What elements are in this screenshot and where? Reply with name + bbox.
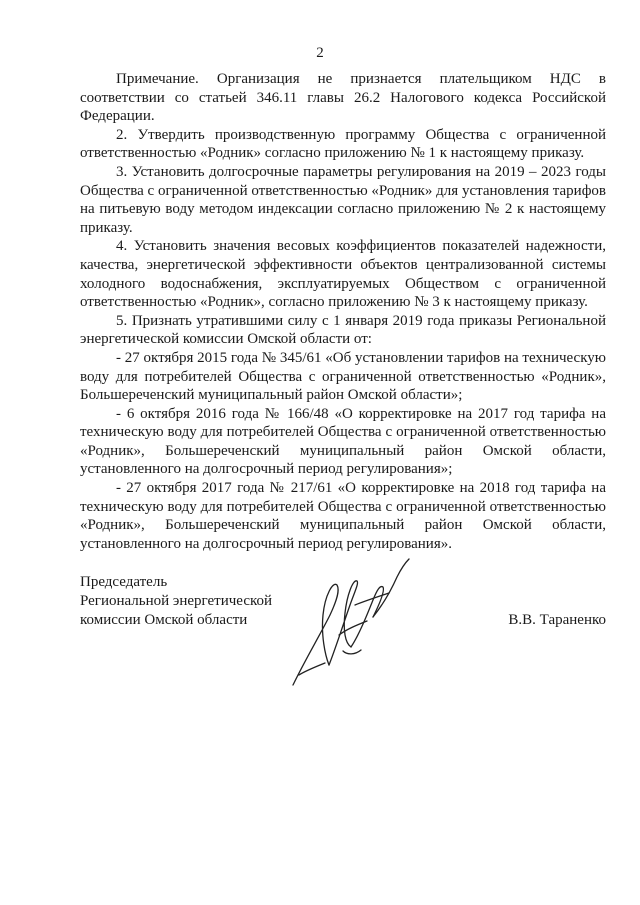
- list-item-order-166-48: - 6 октября 2016 года № 166/48 «О корректировке на 2017 год тарифа на техническую воду для потребителей Общества с ограниченной ответственностью «Родник», Большереченский муниципальный район Омской области, установленного на долгосрочный период регулирования»;: [80, 405, 606, 478]
- signer-title: [80, 573, 272, 630]
- signer-title-line-3: комиссии Омской области: [80, 612, 248, 628]
- paragraph-5: 5. Признать утратившими силу с 1 января 2019 года приказы Региональной энергетической комиссии Омской области от:: [80, 312, 606, 348]
- page-number: 2: [316, 45, 324, 61]
- note-paragraph: Примечание. Организация не признается плательщиком НДС в соответствии со статьей 346.11 главы 26.2 Налогового кодекса Российской Федерации.: [80, 71, 606, 125]
- signer-title-line-1: Председатель: [80, 574, 168, 590]
- signer-name: В.В. Тараненко: [508, 612, 606, 628]
- list-item-order-345-61: - 27 октября 2015 года № 345/61 «Об установлении тарифов на техническую воду для потребителей Общества с ограниченной ответственностью «Родник», Большереченский муниципальный район Омской области»;: [80, 349, 606, 404]
- handwritten-signature-icon: [285, 555, 415, 695]
- document-body: [80, 70, 606, 553]
- paragraph-4: 4. Установить значения весовых коэффициентов показателей надежности, качества, энергетической эффективности объектов централизованной системы холодного водоснабжения, эксплуатируемых Обществом с ограниченной ответственностью «Родник», согласно приложению № 3 к настоящему приказу.: [80, 238, 606, 311]
- list-item-order-217-61: - 27 октября 2017 года № 217/61 «О корректировке на 2018 год тарифа на техническую воду для потребителей Общества с ограниченной ответственностью «Родник», Большереченский муниципальный район Омской области, установленного на долгосрочный период регулирования».: [80, 480, 606, 552]
- paragraph-2: 2. Утвердить производственную программу Общества с ограниченной ответственностью «Родник» согласно приложению № 1 к настоящему приказу.: [80, 126, 606, 162]
- paragraph-3: 3. Установить долгосрочные параметры регулирования на 2019 – 2023 годы Общества с ограниченной ответственностью «Родник» для установления тарифов на питьевую воду методом индексации согласно приложению № 2 к настоящему приказу.: [80, 163, 606, 236]
- signer-title-line-2: Региональной энергетической: [80, 593, 273, 609]
